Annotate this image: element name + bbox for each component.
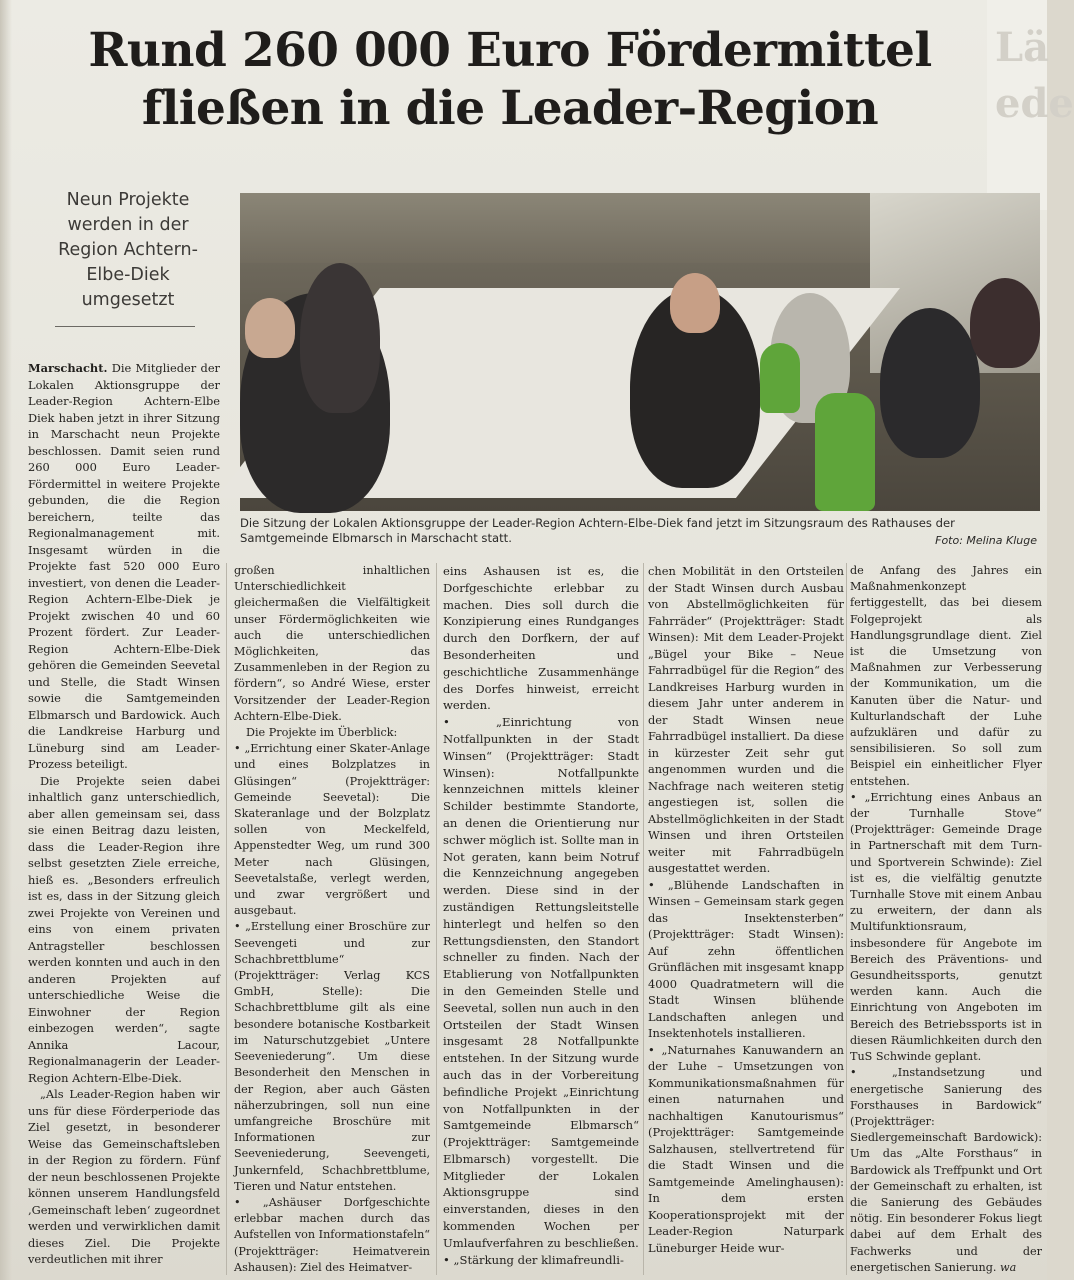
headline-line-1: Rund 260 000 Euro Fördermittel	[88, 23, 932, 78]
paragraph: • „Errichtung eines Anbaus an der Turnhalle Stove“ (Projektträger: Gemeinde Drage in Partnerschaft mit dem Turn- und Sportverein Schwinde): Ziel ist es, die vielfältig genutzte Turnhalle Stove mit einem Anbau zu erweitern, der dann als Multifunktionsraum, insbesondere für Angebote im Bereich des Präventions- und Gesundheitssports, genutzt werden kann. Auch die Einrichtung von Angeboten im Bereich des Betriebssports ist in diesen Räumlichkeiten durch den TuS Schwinde geplant.	[850, 790, 1042, 1064]
paragraph: • „Einrichtung von Notfallpunkten in der Stadt Winsen“ (Projektträger: Stadt Winsen): Notfallpunkte kennzeichnen mittels kleiner Schilder bestimmte Standorte, an denen die Orientierung nur schwer möglich ist. Sollte man in Not geraten, kann beim Notruf die Kennzeichnung angegeben werden. Diese sind in der zuständigen Rettungsleitstelle hinterlegt und helfen so den Rettungsdiensten, den Standort schneller zu finden. Nach der Etablierung von Notfallpunkten in den Gemeinden Stelle und Seevetal, sollen nun auch in den Ortsteilen der Stadt Winsen insgesamt 28 Notfallpunkte entstehen. In der Sitzung wurde auch das in der Vorbereitung befindliche Projekt „Einrichtung von Notfallpunkten in der Samtgemeinde Elbmarsch“ (Projektträger: Samtgemeinde Elbmarsch) vorgestellt. Die Mitglieder der Lokalen Aktionsgruppe sind einverstanden, dieses in den kommenden Wochen per Umlaufverfahren zu beschließen.	[443, 715, 639, 1250]
paragraph: • „Errichtung einer Skater-Anlage und eines Bolzplatzes in Glüsingen“ (Projektträger: Gemeinde Seevetal): Die Skateranlage und der Bolzplatz sollen von Meckelfeld, Appenstedter Weg, um rund 300 Meter nach Glüsingen, Seevetalstaße, verlegt werden, und zwar vergrößert und ausgebaut.	[234, 742, 430, 918]
photo-person	[670, 273, 720, 333]
article-column-3	[443, 563, 639, 1268]
adjacent-page-fragment	[987, 0, 1074, 210]
subhead-divider	[55, 326, 195, 327]
adjacent-page-letters: Lä ede	[995, 24, 1074, 127]
paragraph: „Als Leader-Region haben wir uns für diese Förderperiode das Ziel gesetzt, in besonderer Weise das Gemeinschaftsleben in der Region zu fördern. Fünf der neun beschlossenen Projekte können unserem Handlungsfeld ‚Gemeinschaft leben‘ zugeordnet werden und verwirklichen damit dieses Ziel. Die Projekte verdeutlichen mit ihrer	[28, 1087, 220, 1266]
paragraph-text: • „Instandsetzung und energetische Sanierung des Forsthauses in Bardowick“ (Projektträger: Siedlergemeinschaft Bardowick): Um das „Alte Forsthaus“ in Bardowick als Treffpunkt und Ort der Gemeinschaft zu erhalten, ist die Sanierung des Gebäudes nötig. Ein besonderer Fokus liegt dabei auf dem Erhalt des Fachwerks und der energetischen Sanierung.	[850, 1066, 1042, 1274]
photo-person	[300, 263, 380, 413]
photo-credit: Foto: Melina Kluge	[935, 534, 1037, 547]
page-edge-shadow	[0, 0, 12, 1280]
column-divider	[226, 563, 227, 1275]
paragraph: chen Mobilität in den Ortsteilen der Stadt Winsen durch Ausbau von Abstellmöglichkeiten für Fahrräder“ (Projektträger: Stadt Winsen): Mit dem Leader-Projekt „Bügel your Bike – Neue Fahrradbügel für die Region“ des Landkreises Harburg wurden in diesem Jahr unter anderem in der Stadt Winsen neue Fahrradbügel installiert. Da diese in kürzester Zeit sehr gut angenommen wurden und die Nachfrage nach weiteren stetig angestiegen ist, sollen die Abstellmöglichkeiten in der Stadt Winsen und ihren Ortsteilen weiter mit Fahrradbügeln ausgestattet werden.	[648, 564, 844, 875]
article-column-2	[234, 563, 430, 1276]
photo-caption: Die Sitzung der Lokalen Aktionsgruppe der Leader-Region Achtern-Elbe-Diek fand jetzt im Sitzungsraum des Rathauses der Samtgemeinde Elbmarsch in Marschacht statt.	[240, 516, 955, 545]
paragraph	[850, 1065, 1042, 1276]
column-divider	[643, 563, 644, 1275]
paragraph: • „Stärkung der klimafreundli-	[443, 1252, 624, 1267]
article-column-5	[850, 563, 1042, 1276]
paragraph: großen inhaltlichen Unterschiedlichkeit gleichermaßen die Vielfältigkeit unser Fördermöglichkeiten wie auch die unterschiedlichen Möglichkeiten, das Zusammenleben in der Region zu fördern“, so André Wiese, erster Vorsitzender der Leader-Region Achtern-Elbe-Diek.	[234, 564, 430, 723]
column-divider	[846, 563, 847, 1275]
paragraph: de Anfang des Jahres ein Maßnahmenkonzept fertiggestellt, das bei diesem Folgeprojekt als Handlungsgrundlage dient. Ziel ist die Umsetzung von Maßnahmen zur Verbesserung der Kommunikation, um die Kanuten über die Natur- und Kulturlandschaft der Luhe aufzuklären und dafür zu sensibilisieren. So soll zum Beispiel ein einheitlicher Flyer entstehen.	[850, 564, 1042, 788]
photo-person	[245, 298, 295, 358]
headline	[30, 22, 990, 138]
article-column-4	[648, 563, 844, 1256]
photo-person	[880, 308, 980, 458]
paragraph: eins Ashausen ist es, die Dorfgeschichte erlebbar zu machen. Dies soll durch die Konzipierung eines Rundganges durch den Dorfkern, der auf Besonderheiten und geschichtliche Zusammenhänge des Dorfes hinweist, erreicht werden.	[443, 564, 639, 713]
column-divider	[436, 563, 437, 1275]
meeting-photo	[240, 193, 1040, 511]
paragraph-text: Die Mitglieder der Lokalen Aktionsgruppe der Leader-Region Achtern-Elbe Diek haben jetzt in ihrer Sitzung in Marschacht neun Projekte beschlossen. Damit seien rund 260 000 Euro Leader-Fördermittel in weitere Projekte gebunden, die die Region bereichern, teilte das Regionalmanagement mit. Insgesamt würden in die Projekte fast 520 000 Euro investiert, von denen die Leader-Region Achtern-Elbe-Diek je Projekt zwischen 40 und 60 Prozent fördert. Zur Leader-Region Achtern-Elbe-Diek gehören die Gemeinden Seevetal und Stelle, die Stadt Winsen sowie die Samtgemeinden Elbmarsch und Bardowick. Auch die Landkreise Harburg und Lüneburg sind am Leader-Prozess beteiligt.	[28, 361, 220, 771]
article-column-1	[28, 360, 220, 1268]
paragraph: Die Projekte seien dabei inhaltlich ganz unterschiedlich, aber allen gemeinsam sei, dass sie einen Beitrag dazu leisten, dass die Leader-Region ihre selbst gesetzten Ziele erreiche, hieß es. „Besonders erfreulich ist es, dass in der Sitzung gleich zwei Projekte von Vereinen und eins von einem privaten Antragsteller beschlossen werden konnten und auch in den anderen Projekten auf unterschiedliche Weise die Einwohner der Region einbezogen werden“, sagte Annika Lacour, Regionalmanagerin der Leader-Region Achtern-Elbe-Diek.	[28, 773, 220, 1085]
paragraph: • „Ashäuser Dorfgeschichte erlebbar machen durch das Aufstellen von Informationstafeln“ (Projektträger: Heimatverein Ashausen): Ziel des Heimatver-	[234, 1195, 430, 1274]
paragraph: • „Blühende Landschaften in Winsen – Gemeinsam stark gegen das Insektensterben“ (Projektträger: Stadt Winsen): Auf zehn öffentlichen Grünflächen mit insgesamt knapp 4000 Quadratmetern will die Stadt Winsen blühende Landschaften anlegen und Insektenhotels installieren.	[648, 877, 844, 1040]
photo-person	[970, 278, 1040, 368]
paragraph	[28, 360, 220, 773]
dateline: Marschacht.	[28, 361, 108, 375]
paragraph: • „Naturnahes Kanuwandern an der Luhe – Umsetzungen von Kommunikationsmaßnahmen für einen naturnahen und nachhaltigen Kanutourismus“ (Projektträger: Samtgemeinde Salzhausen, stellvertretend für die Stadt Winsen und die Samtgemeinde Amelinghausen): In dem ersten Kooperationsprojekt mit der Leader-Region Naturpark Lüneburger Heide wur-	[648, 1042, 844, 1255]
photo-green-chair	[760, 343, 800, 413]
paragraph: Die Projekte im Überblick:	[246, 726, 398, 740]
subheadline: Neun Projekte werden in der Region Achtern-Elbe-Diek umgesetzt	[58, 190, 198, 310]
photo-green-chair	[815, 393, 875, 511]
author-signature: wa	[1000, 1260, 1017, 1274]
headline-line-2: fließen in die Leader-Region	[141, 81, 879, 136]
paragraph: • „Erstellung einer Broschüre zur Seevengeti und zur Schachbrettblume“ (Projektträger: Verlag KCS GmbH, Stelle): Die Schachbrettblume gilt als eine besondere botanische Kostbarkeit im Naturschutzgebiet „Untere Seeveniederung“. Um diese Besonderheit den Menschen in der Region, aber auch Gästen näherzubringen, soll nun eine umfangreiche Broschüre mit Informationen zur Seeveniederung, Seevengeti, Junkernfeld, Schachbrettblume, Tieren und Natur entstehen.	[234, 920, 430, 1193]
